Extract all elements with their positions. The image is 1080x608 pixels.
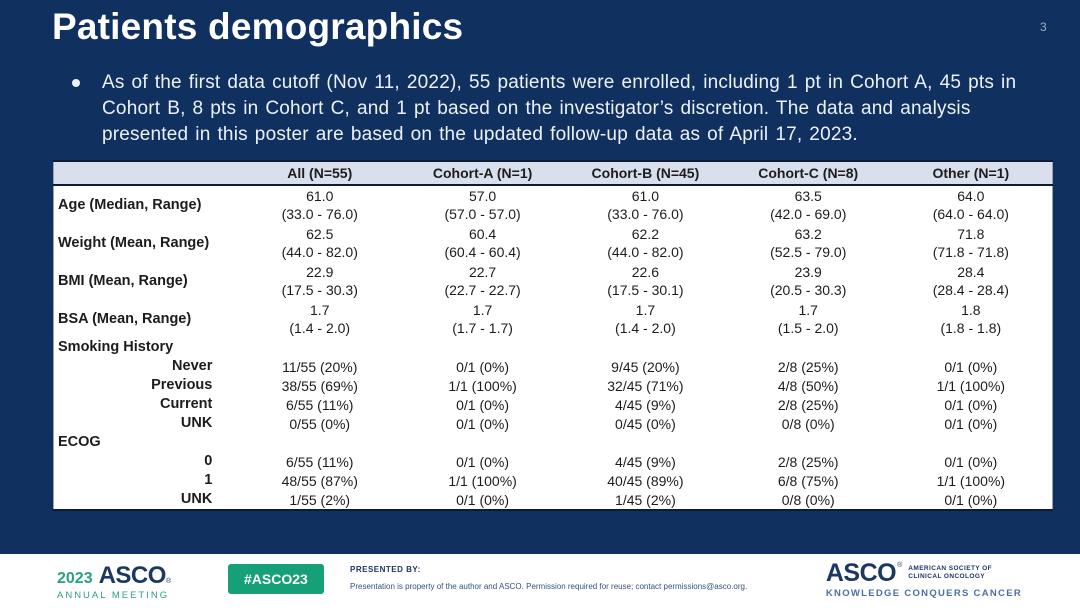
society-line2: CLINICAL ONCOLOGY (908, 573, 986, 580)
cell-value: 1.7 (310, 302, 330, 318)
table-cell (238, 224, 401, 262)
intro-bullet-text: As of the first data cutoff (Nov 11, 2022), 55 patients were enrolled, including 1 pt in Cohort A, 45 pts in Cohort B, 8 pts in Cohort C, and 1 pt based on the investigator’s discretion. The data and analysis presented in this poster are based on the updated follow-up data as of April 17, 2023. (102, 72, 1017, 145)
table-cell (727, 185, 890, 224)
table-cell: 0/1 (0%) (456, 415, 510, 432)
table-row (54, 300, 1053, 338)
column-header: Other (N=1) (890, 161, 1053, 185)
row-label: Smoking History (58, 339, 174, 355)
row-label: Age (Median, Range) (58, 197, 202, 213)
table-cell: 4/8 (50%) (777, 377, 839, 394)
table-cell: 0/1 (0%) (944, 358, 998, 375)
table-row (54, 395, 1053, 414)
table-cell: 1/1 (100%) (448, 472, 517, 489)
table-row (54, 452, 1053, 471)
cell-value: 1.8 (961, 302, 981, 318)
table-cell: 32/45 (71%) (607, 377, 684, 394)
cell-value: 23.9 (794, 264, 822, 280)
cell-value: 22.7 (468, 264, 497, 280)
table-cell: 0/55 (0%) (289, 415, 351, 432)
cell-value: 71.8 (957, 226, 985, 242)
cell-range: (1.8 - 1.8) (940, 320, 1002, 336)
table-cell (238, 185, 401, 224)
table-cell (564, 300, 727, 338)
table-cell: 4/45 (9%) (615, 396, 676, 413)
table-cell: 1/1 (100%) (448, 377, 517, 394)
asco-society-logo (826, 561, 1022, 599)
cell-range: (17.5 - 30.3) (281, 282, 358, 298)
cell-value: 1.7 (472, 302, 493, 318)
table-cell (401, 185, 564, 224)
cell-range: (1.5 - 2.0) (777, 320, 839, 336)
cell-range: (42.0 - 69.0) (770, 206, 847, 222)
row-label: 0 (204, 453, 213, 469)
table-cell: 0/1 (0%) (944, 396, 998, 413)
intro-bullet (72, 70, 1022, 148)
cell-value: 63.5 (794, 188, 822, 204)
row-label: BSA (Mean, Range) (58, 311, 192, 327)
cell-value: 63.2 (794, 226, 822, 242)
table-cell (564, 224, 727, 262)
row-label: Previous (151, 377, 213, 393)
asco-logo-name: ASCO (825, 559, 897, 587)
footer-bar (0, 554, 1080, 608)
table-row (54, 433, 1053, 452)
registered-mark-icon: ® (897, 562, 903, 569)
table-cell: 2/8 (25%) (777, 358, 839, 375)
table-cell (401, 300, 564, 338)
table-row (54, 471, 1053, 490)
table-cell: 0/8 (0%) (781, 491, 835, 508)
column-header: Cohort-C (N=8) (727, 161, 890, 185)
table-cell: 40/45 (89%) (607, 472, 684, 489)
cell-range: (22.7 - 22.7) (444, 282, 521, 298)
asco-logo-row (826, 561, 1022, 585)
table-body (54, 185, 1053, 510)
meeting-logo-line1 (57, 562, 171, 590)
table-row (54, 185, 1053, 224)
table-cell (564, 185, 727, 224)
table-cell: 1/1 (100%) (936, 377, 1006, 394)
cell-range: (60.4 - 60.4) (444, 244, 521, 260)
row-label: ECOG (58, 434, 101, 450)
table-header (54, 161, 1053, 185)
table-cell (727, 224, 890, 262)
column-header: Cohort-B (N=45) (564, 161, 727, 185)
cell-value: 62.2 (631, 226, 660, 242)
column-header: Cohort-A (N=1) (401, 161, 564, 185)
table-cell (890, 224, 1053, 262)
cell-value: 61.0 (306, 188, 334, 204)
table-cell: 11/55 (20%) (282, 358, 358, 375)
table-cell: 2/8 (25%) (777, 453, 839, 470)
cell-range: (1.4 - 2.0) (289, 320, 351, 336)
cell-value: 1.7 (798, 302, 818, 318)
table-cell (727, 262, 890, 300)
hashtag-badge: #ASCO23 (228, 564, 324, 594)
table-row (54, 414, 1053, 433)
table-cell: 1/55 (2%) (289, 491, 351, 508)
table-row (54, 262, 1053, 300)
table-cell (727, 300, 890, 338)
row-label: 1 (204, 472, 213, 488)
row-label: BMI (Mean, Range) (58, 273, 188, 289)
row-label: Weight (Mean, Range) (58, 235, 210, 251)
cell-range: (1.7 - 1.7) (452, 320, 513, 336)
presented-by-label: PRESENTED BY: (350, 565, 421, 574)
table-row (54, 224, 1053, 262)
registered-mark-icon: ® (165, 578, 172, 585)
society-name (908, 565, 992, 581)
table-cell: 4/45 (9%) (615, 453, 676, 470)
meeting-year: 2023 (57, 570, 93, 587)
table-cell: 0/1 (0%) (944, 453, 998, 470)
demographics-table (53, 160, 1053, 511)
cell-range: (17.5 - 30.1) (607, 282, 684, 298)
table-cell (401, 262, 564, 300)
table-cell: 0/8 (0%) (781, 415, 835, 432)
society-line1: AMERICAN SOCIETY OF (908, 565, 992, 572)
cell-range: (44.0 - 82.0) (281, 244, 358, 260)
cell-value: 57.0 (468, 188, 497, 204)
table-cell: 0/1 (0%) (456, 491, 510, 508)
cell-range: (71.8 - 71.8) (932, 244, 1009, 260)
table-cell: 6/8 (75%) (777, 472, 839, 489)
table-cell (890, 262, 1053, 300)
table-cell: 1/1 (100%) (936, 472, 1006, 489)
cell-range: (44.0 - 82.0) (607, 244, 684, 260)
table-cell: 0/1 (0%) (944, 415, 998, 432)
cell-value: 64.0 (957, 188, 985, 204)
asco-tagline: KNOWLEDGE CONQUERS CANCER (825, 588, 1022, 599)
table-cell: 6/55 (11%) (286, 396, 354, 413)
table-cell (890, 300, 1053, 338)
table-header-row (54, 161, 1053, 185)
row-label: UNK (180, 415, 213, 431)
bullet-marker-icon (72, 79, 80, 87)
table-row (54, 490, 1053, 510)
table-cell: 2/8 (25%) (777, 396, 839, 413)
meeting-event-name: ANNUAL MEETING (57, 590, 170, 601)
cell-range: (1.4 - 2.0) (615, 320, 676, 336)
table-cell: 0/45 (0%) (615, 415, 676, 432)
row-label: Current (159, 396, 213, 412)
column-header: All (N=55) (238, 161, 401, 185)
cell-value: 62.5 (306, 226, 334, 242)
table-cell: 38/55 (69%) (281, 377, 358, 394)
column-header (54, 161, 239, 185)
meeting-org: ASCO (98, 562, 166, 589)
cell-range: (64.0 - 64.0) (932, 206, 1009, 222)
cell-value: 28.4 (957, 264, 985, 280)
table-cell: 6/55 (11%) (286, 453, 354, 470)
table-row (54, 376, 1053, 395)
table-cell (238, 262, 401, 300)
cell-range: (33.0 - 76.0) (281, 206, 358, 222)
cell-range: (33.0 - 76.0) (607, 206, 684, 222)
cell-value: 61.0 (631, 188, 660, 204)
cell-range: (20.5 - 30.3) (770, 282, 847, 298)
table-cell: 48/55 (87%) (281, 472, 358, 489)
cell-value: 22.6 (631, 264, 660, 280)
table-cell: 1/45 (2%) (615, 491, 676, 508)
table-cell: 9/45 (20%) (611, 358, 680, 375)
table-cell (401, 224, 564, 262)
table-cell (890, 185, 1053, 224)
table-cell: 0/1 (0%) (944, 491, 998, 508)
page-title: Patients demographics (52, 6, 464, 47)
row-label: UNK (180, 491, 213, 507)
permission-disclaimer: Presentation is property of the author and ASCO. Permission required for reuse; contact permissions@asco.org. (350, 582, 748, 591)
cell-value: 1.7 (635, 302, 656, 318)
presented-block (350, 565, 747, 591)
table-row (54, 357, 1053, 376)
cell-range: (52.5 - 79.0) (770, 244, 847, 260)
table-cell: 0/1 (0%) (456, 396, 510, 413)
table-cell: 0/1 (0%) (456, 453, 510, 470)
page-number: 3 (1040, 20, 1047, 34)
cell-range: (28.4 - 28.4) (932, 282, 1009, 298)
row-label: Never (172, 358, 213, 374)
table-cell (238, 300, 401, 338)
table-row (54, 338, 1053, 357)
table-cell (564, 262, 727, 300)
table-cell: 0/1 (0%) (456, 358, 510, 375)
cell-value: 22.9 (306, 264, 334, 280)
cell-range: (57.0 - 57.0) (444, 206, 521, 222)
asco-annual-meeting-logo (57, 562, 171, 601)
cell-value: 60.4 (468, 226, 497, 242)
